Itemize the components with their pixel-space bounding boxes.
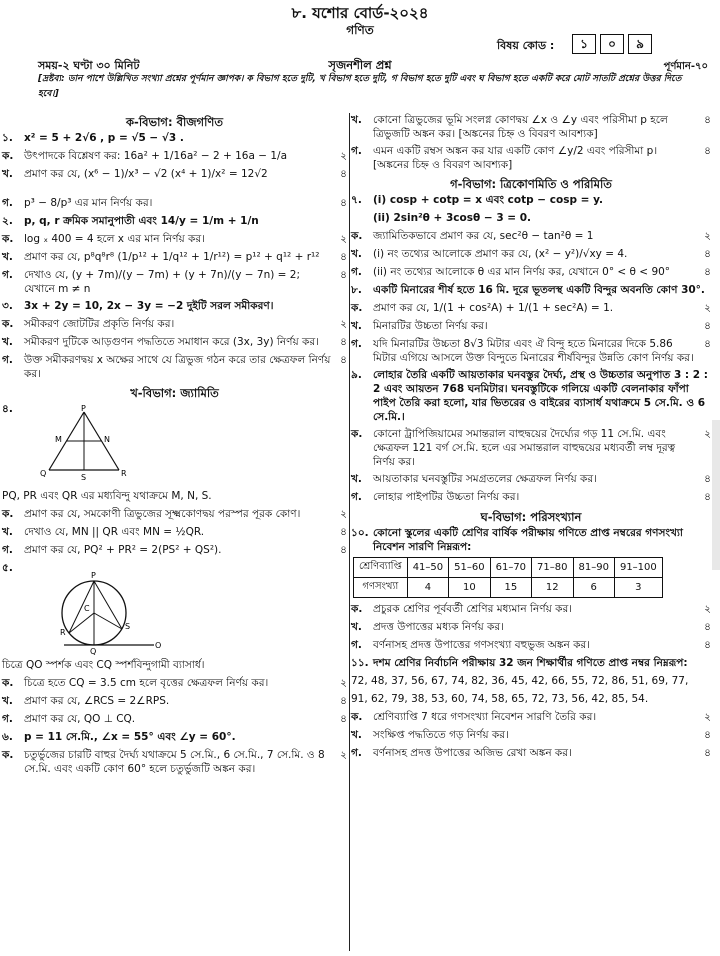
question-9b (351, 472, 711, 487)
section-ga-heading: গ-বিভাগ: ত্রিকোণমিতি ও পরিমিতি (450, 177, 612, 191)
q-number: ১০. (351, 527, 369, 539)
question-6-stem (2, 730, 347, 745)
sub-label: গ. (351, 747, 362, 759)
sub-text: বর্ণনাসহ প্রদত্ত উপাত্তের গণসংখ্যা বহুভুজ অঙ্কন কর। (373, 639, 590, 651)
sub-marks: ২ (340, 749, 347, 761)
q-text: দশম শ্রেণির নির্বাচনি পরীক্ষায় 32 জন শিক্ষার্থীর গণিতে প্রাপ্ত নম্বর নিম্নরূপ: (373, 657, 688, 669)
sub-marks: ৪ (704, 320, 711, 332)
question-8c (351, 337, 711, 365)
sub-text: লোহার পাইপটির উচ্চতা নির্ণয় কর। (373, 491, 520, 503)
question-11-data-2 (351, 692, 711, 707)
sub-text: দেখাও যে, MN || QR এবং MN = ½QR. (24, 526, 205, 538)
q-text: (i) cosp + cotp = x এবং cotp − cosp = y. (373, 194, 603, 206)
sub-label: গ. (2, 544, 13, 556)
circle-figure (24, 563, 174, 655)
table-cell: 6 (573, 578, 614, 598)
q-text: কোনো স্কুলের একটি শ্রেণির বার্ষিক পরীক্ষায় গণিতে প্রাপ্ত নম্বরের গণসংখ্যা নিবেশন সারণি নিম্নরূপ: (373, 527, 683, 553)
sub-marks: ২ (340, 233, 347, 245)
sub-text: প্রমাণ কর যে, p⁸q⁸r⁸ (1/p¹² + 1/q¹² + 1/r¹²) = p¹² + q¹² + r¹² (24, 251, 320, 263)
question-type: সৃজনশীল প্রশ্ন (328, 58, 392, 72)
sub-marks: ৪ (340, 197, 347, 209)
question-11c (351, 746, 711, 761)
data-line: 91, 62, 79, 38, 53, 60, 74, 58, 65, 72, 73, 56, 42, 85, 54. (351, 693, 649, 705)
q-text: লোহার তৈরি একটি আয়তাকার ঘনবস্তুর দৈর্ঘ্য, প্রস্থ ও উচ্চতার অনুপাত 3 : 2 : 2 এবং আয়তন 768 ঘনমিটার। ঘনবস্তুটিকে গলিয়ে একটি বেলনাকার ফাঁপা পাইপ তৈরি করা হলো, যার ভিতরের ও বাইরের ব্যাসার্ধ যথাক্রমে 5 সে.মি. ও 6 সে.মি.। (373, 369, 708, 423)
question-3a (2, 317, 347, 332)
question-10b (351, 620, 711, 635)
sub-text: এমন একটি রম্বস অঙ্কন কর যার একটি কোণ ∠y/2 এবং পরিসীমা p। [অঙ্কনের চিহ্ন ও বিবরণ আবশ্যক] (373, 145, 658, 171)
sub-label: খ. (351, 729, 362, 741)
q-number: ৪. (2, 403, 13, 415)
label-q: Q (90, 647, 97, 655)
question-3c (2, 353, 347, 381)
question-3b (2, 335, 347, 350)
sub-text: প্রমাণ কর যে, (x⁶ − 1)/x³ − √2 (x⁴ + 1)/x² = 12√2 (24, 168, 268, 180)
q-number: ১. (2, 132, 13, 144)
table-row (354, 558, 663, 578)
sub-label: গ. (2, 197, 13, 209)
sub-marks: ৪ (704, 114, 711, 126)
sub-label: ক. (2, 508, 14, 520)
sub-label: ক. (2, 233, 14, 245)
table-cell: 3 (614, 578, 662, 598)
question-9-stem (351, 368, 711, 424)
question-10a (351, 602, 711, 617)
q-text: x² = 5 + 2√6 , p = √5 − √3 . (24, 132, 184, 144)
code-digit-3: ৯ (628, 34, 652, 54)
sub-text: কোনো ত্রিভুজের ভূমি সংলগ্ন কোণদ্বয় ∠x ও ∠y এবং পরিসীমা p হলে ত্রিভুজটি অঙ্কন কর। [অঙ্কনের চিহ্ন ও বিবরণ আবশ্যক] (373, 114, 668, 140)
sub-text: (i) নং তথ্যের আলোকে প্রমাণ কর যে, (x² − y²)/√xy = 4. (373, 248, 628, 260)
subject-code-label: বিষয় কোড : (497, 39, 555, 52)
sub-label: খ. (2, 336, 13, 348)
q-text: চিত্রে QO স্পর্শক এবং CQ স্পর্শবিন্দুগামী ব্যাসার্ধ। (2, 659, 205, 671)
sub-text: সমীকরণ জোটটির প্রকৃতি নির্ণয় কর। (24, 318, 175, 330)
table-cell: 51–60 (449, 558, 490, 578)
sub-marks: ২ (704, 230, 711, 242)
question-11-stem (351, 656, 711, 671)
q-text: 3x + 2y = 10, 2x − 3y = −2 দুইটি সরল সমীকরণ। (24, 300, 274, 312)
question-6a (2, 748, 347, 776)
table-row (354, 578, 663, 598)
sub-marks: ৪ (340, 168, 347, 180)
triangle-figure (24, 404, 164, 486)
table-cell: 10 (449, 578, 490, 598)
q-number: ৮. (351, 284, 362, 296)
sub-label: ক. (351, 302, 363, 314)
sub-marks: ২ (340, 677, 347, 689)
label-m: M (55, 435, 62, 444)
sub-marks: ৪ (704, 338, 711, 350)
question-6b (351, 113, 711, 141)
instruction-note: [দ্রষ্টব্য: ডান পাশে উল্লিখিত সংখ্যা প্রশ্নের পূর্ণমান জ্ঞাপক। ক বিভাগ হতে দুটি, খ বিভাগ হতে দুটি, গ বিভাগ হতে দুটি এবং ঘ বিভাগ হতে একটি করে মোট সাতটি প্রশ্নের উত্তর দিতে হবে।] (38, 74, 682, 99)
section-ka-heading: ক-বিভাগ: বীজগণিত (126, 115, 223, 129)
figure-holder (24, 402, 347, 486)
table-cell: গণসংখ্যা (354, 578, 408, 598)
q-text: PQ, PR এবং QR এর মধ্যবিন্দু যথাক্রমে M, N, S. (2, 490, 212, 502)
radius-cr (69, 613, 94, 633)
question-8-stem (351, 283, 711, 298)
sub-label: ক. (351, 428, 363, 440)
sub-text: সংক্ষিপ্ত পদ্ধতিতে গড় নির্ণয় কর। (373, 729, 509, 741)
q-number: ১১. (351, 657, 369, 669)
right-column (351, 113, 711, 764)
sub-text: বর্ণনাসহ প্রদত্ত উপাত্তের অজিভ রেখা অঙ্কন কর। (373, 747, 572, 759)
sub-text: log ₓ 400 = 4 হলে x এর মান নির্ণয় কর। (24, 233, 205, 245)
board-title: ৮. যশোর বোর্ড-২০২৪ (291, 4, 429, 22)
sub-marks: ২ (704, 302, 711, 314)
question-4a (2, 507, 347, 522)
sub-label: ক. (2, 749, 14, 761)
sub-label: খ. (2, 526, 13, 538)
sub-label: খ. (351, 473, 362, 485)
sub-text: শ্রেণিব্যাপ্তি 7 ধরে গণসংখ্যা নিবেশন সারণি তৈরি কর। (373, 711, 597, 723)
label-s: S (81, 473, 87, 482)
sub-marks: ৪ (340, 354, 347, 366)
label-p: P (91, 571, 96, 580)
subject-title: গণিত (346, 23, 374, 37)
q-number: ৯. (351, 369, 362, 381)
code-digit-2: ০ (600, 34, 624, 54)
question-2a (2, 232, 347, 247)
question-1b (2, 167, 347, 193)
label-q: Q (40, 469, 47, 478)
question-9c (351, 490, 711, 505)
table-cell: 4 (407, 578, 448, 598)
sub-label: গ. (2, 713, 13, 725)
table-cell: শ্রেণিব্যাপ্তি (354, 558, 408, 578)
question-11-data-1 (351, 674, 711, 689)
sub-text: জ্যামিতিকভাবে প্রমাণ কর যে, sec²θ − tan²θ = 1 (373, 230, 594, 242)
code-digit-1: ১ (572, 34, 596, 54)
table-cell: 81–90 (573, 558, 614, 578)
table-cell: 91–100 (614, 558, 662, 578)
question-10-stem (351, 526, 711, 554)
question-7-stem1 (351, 193, 711, 208)
sub-marks: ৪ (704, 621, 711, 633)
question-5-figure-row (2, 561, 347, 655)
question-5c (2, 712, 347, 727)
sub-marks: ৪ (704, 266, 711, 278)
question-9a (351, 427, 711, 469)
question-4b (2, 525, 347, 540)
sub-label: খ. (351, 248, 362, 260)
sub-marks: ৪ (704, 473, 711, 485)
sub-label: ক. (351, 603, 363, 615)
question-11b (351, 728, 711, 743)
sub-text: প্রমাণ কর যে, QO ⊥ CQ. (24, 713, 136, 725)
sub-marks: ২ (340, 508, 347, 520)
label-c: C (84, 604, 90, 613)
question-4c (2, 543, 347, 558)
figure-holder (24, 561, 347, 655)
sub-text: (ii) নং তথ্যের আলোকে θ এর মান নির্ণয় কর, যেখানে 0° < θ < 90° (373, 266, 671, 278)
sub-label: গ. (351, 639, 362, 651)
question-7b (351, 247, 711, 262)
sub-label: গ. (351, 266, 362, 278)
sub-label: গ. (351, 145, 362, 157)
table-cell: 71–80 (532, 558, 573, 578)
question-6c (351, 144, 711, 172)
question-1a (2, 149, 347, 164)
sub-label: ক. (351, 711, 363, 723)
label-p: P (81, 404, 86, 413)
full-marks: পূর্ণমান-৭০ (663, 61, 708, 72)
q-number: ৩. (2, 300, 13, 312)
sub-label: ক. (2, 318, 14, 330)
sub-text: আয়তাকার ঘনবস্তুটির সমগ্রতলের ক্ষেত্রফল নির্ণয় কর। (373, 473, 597, 485)
question-8b (351, 319, 711, 334)
label-r: R (121, 469, 127, 478)
sub-text: প্রমাণ কর যে, PQ² + PR² = 2(PS² + QS²). (24, 544, 222, 556)
sub-marks: ৪ (340, 269, 347, 281)
sub-text: প্রমাণ কর যে, 1/(1 + cos²A) + 1/(1 + sec²A) = 1. (373, 302, 614, 314)
sub-text: দেখাও যে, (y + 7m)/(y − 7m) + (y + 7n)/(y − 7n) = 2; যেখানে m ≠ n (24, 269, 301, 295)
sub-label: ক. (2, 677, 14, 689)
question-4-stem (2, 489, 347, 504)
question-2-stem (2, 214, 347, 229)
label-s: S (125, 622, 131, 631)
q-number: ৭. (351, 194, 362, 206)
sub-label: ক. (351, 230, 363, 242)
sub-marks: ৪ (704, 729, 711, 741)
table-cell: 15 (490, 578, 531, 598)
question-7-stem2 (351, 211, 711, 226)
sub-marks: ৪ (704, 747, 711, 759)
sub-label: গ. (351, 338, 362, 350)
q-text: একটি মিনারের শীর্ষ হতে 16 মি. দূরে ভূতলস্থ একটি বিন্দুর অবনতি কোণ 30°. (373, 284, 705, 296)
question-8a (351, 301, 711, 316)
question-1-stem (2, 131, 347, 146)
data-line: 72, 48, 37, 56, 67, 74, 82, 36, 45, 42, 66, 55, 72, 86, 51, 69, 77, (351, 675, 689, 687)
question-10c (351, 638, 711, 653)
sub-text: প্রমাণ কর যে, সমকোণী ত্রিভুজের সূক্ষ্মকোণদ্বয় পরস্পর পূরক কোণ। (24, 508, 301, 520)
left-column (2, 113, 347, 779)
question-11a (351, 710, 711, 725)
question-4-figure-row (2, 402, 347, 486)
sub-label: গ. (351, 491, 362, 503)
sub-marks: ৪ (340, 695, 347, 707)
sub-marks: ৪ (704, 639, 711, 651)
sub-label: খ. (351, 320, 362, 332)
question-2b (2, 250, 347, 265)
sub-text: চিত্রে হতে CQ = 3.5 cm হলে বৃত্তের ক্ষেত্রফল নির্ণয় কর। (24, 677, 269, 689)
sub-text: যদি মিনারটির উচ্চতা 8√3 মিটার এবং ঐ বিন্দু হতে মিনারের দিকে 5.86 মিটার এগিয়ে আসলে উক্ত বিন্দুতে মিনারের শীর্ষবিন্দুর উন্নতি কোণ নির্ণয় কর। (373, 338, 694, 364)
sub-marks: ২ (704, 711, 711, 723)
label-o: O (155, 641, 162, 650)
question-3-stem (2, 299, 347, 314)
sub-text: প্রদত্ত উপাত্তের মধ্যক নির্ণয় কর। (373, 621, 504, 633)
sub-text: প্রচুরক শ্রেণির পূর্ববর্তী শ্রেণির মধ্যমান নির্ণয় কর। (373, 603, 572, 615)
sub-marks: ২ (704, 428, 711, 440)
sub-marks: ৪ (704, 491, 711, 503)
label-n: N (104, 435, 110, 444)
sub-label: খ. (2, 251, 13, 263)
section-gha-heading: ঘ-বিভাগ: পরিসংখ্যান (480, 510, 582, 524)
exam-time: সময়-২ ঘণ্টা ৩০ মিনিট (38, 59, 140, 72)
frequency-table (353, 557, 663, 598)
sub-text: চতুর্ভুজের চারটি বাহুর দৈর্ঘ্য যথাক্রমে 5 সে.মি., 6 সে.মি., 7 সে.মি. ও 8 সে.মি. এবং একটি কোণ 60° হলে চতুর্ভুজটি অঙ্কন কর। (24, 749, 325, 775)
q-text: (ii) 2sin²θ + 3cosθ − 3 = 0. (373, 212, 532, 224)
q-number: ৫. (2, 562, 13, 574)
section-kha-heading: খ-বিভাগ: জ্যামিতি (130, 386, 219, 400)
sub-text: উক্ত সমীকরণদ্বয় x অক্ষের সাথে যে ত্রিভুজ গঠন করে তার ক্ষেত্রফল নির্ণয় কর। (24, 354, 331, 380)
sub-text: উৎপাদকে বিশ্লেষণ কর: 16a² + 1/16a² − 2 + 16a − 1/a (24, 150, 288, 162)
sub-marks: ৪ (340, 526, 347, 538)
sub-label: খ. (351, 621, 362, 633)
page-edge-shadow (712, 420, 720, 570)
sub-marks: ৪ (340, 251, 347, 263)
sub-label: খ. (351, 114, 362, 126)
table-cell: 12 (532, 578, 573, 598)
question-1c (2, 196, 347, 211)
sub-marks: ২ (340, 150, 347, 162)
label-r: R (60, 628, 66, 637)
table-cell: 61–70 (490, 558, 531, 578)
question-7a (351, 229, 711, 244)
sub-label: ক. (2, 150, 14, 162)
question-5-stem (2, 658, 347, 673)
sub-marks: ২ (704, 603, 711, 615)
sub-text: p³ − 8/p³ এর মান নির্ণয় কর। (24, 197, 153, 209)
sub-text: মিনারটির উচ্চতা নির্ণয় কর। (373, 320, 488, 332)
q-number: ২. (2, 215, 13, 227)
sub-marks: ২ (340, 318, 347, 330)
sub-marks: ৪ (704, 145, 711, 157)
question-5a (2, 676, 347, 691)
sub-label: গ. (2, 354, 13, 366)
sub-label: গ. (2, 269, 13, 281)
q-text: p, q, r ক্রমিক সমানুপাতী এবং 14/y = 1/m + 1/n (24, 215, 259, 227)
sub-marks: ৪ (704, 248, 711, 260)
sub-marks: ৪ (340, 544, 347, 556)
sub-label: খ. (2, 695, 13, 707)
question-2c (2, 268, 347, 296)
sub-marks: ৪ (340, 336, 347, 348)
q-number: ৬. (2, 731, 13, 743)
q-text: p = 11 সে.মি., ∠x = 55° এবং ∠y = 60°. (24, 731, 236, 743)
chord-ps (94, 581, 122, 629)
sub-marks: ৪ (340, 713, 347, 725)
sub-label: খ. (2, 168, 13, 180)
question-5b (2, 694, 347, 709)
sub-text: কোনো ট্রাপিজিয়ামের সমান্তরাল বাহুদ্বয়ের দৈর্ঘ্যের গড় 11 সে.মি. এবং ক্ষেত্রফল 121 বর্গ সে.মি. হলে এর সমান্তরাল বাহুদ্বয়ের মধ্যবর্তী লম্ব দূরত্ব নির্ণয় কর। (373, 428, 676, 468)
column-divider (349, 113, 350, 951)
sub-text: সমীকরণ দুটিকে আড়গুণন পদ্ধতিতে সমাধান করে (3x, 3y) নির্ণয় কর। (24, 336, 319, 348)
table-cell: 41–50 (407, 558, 448, 578)
question-7c (351, 265, 711, 280)
sub-text: প্রমাণ কর যে, ∠RCS = 2∠RPS. (24, 695, 170, 707)
